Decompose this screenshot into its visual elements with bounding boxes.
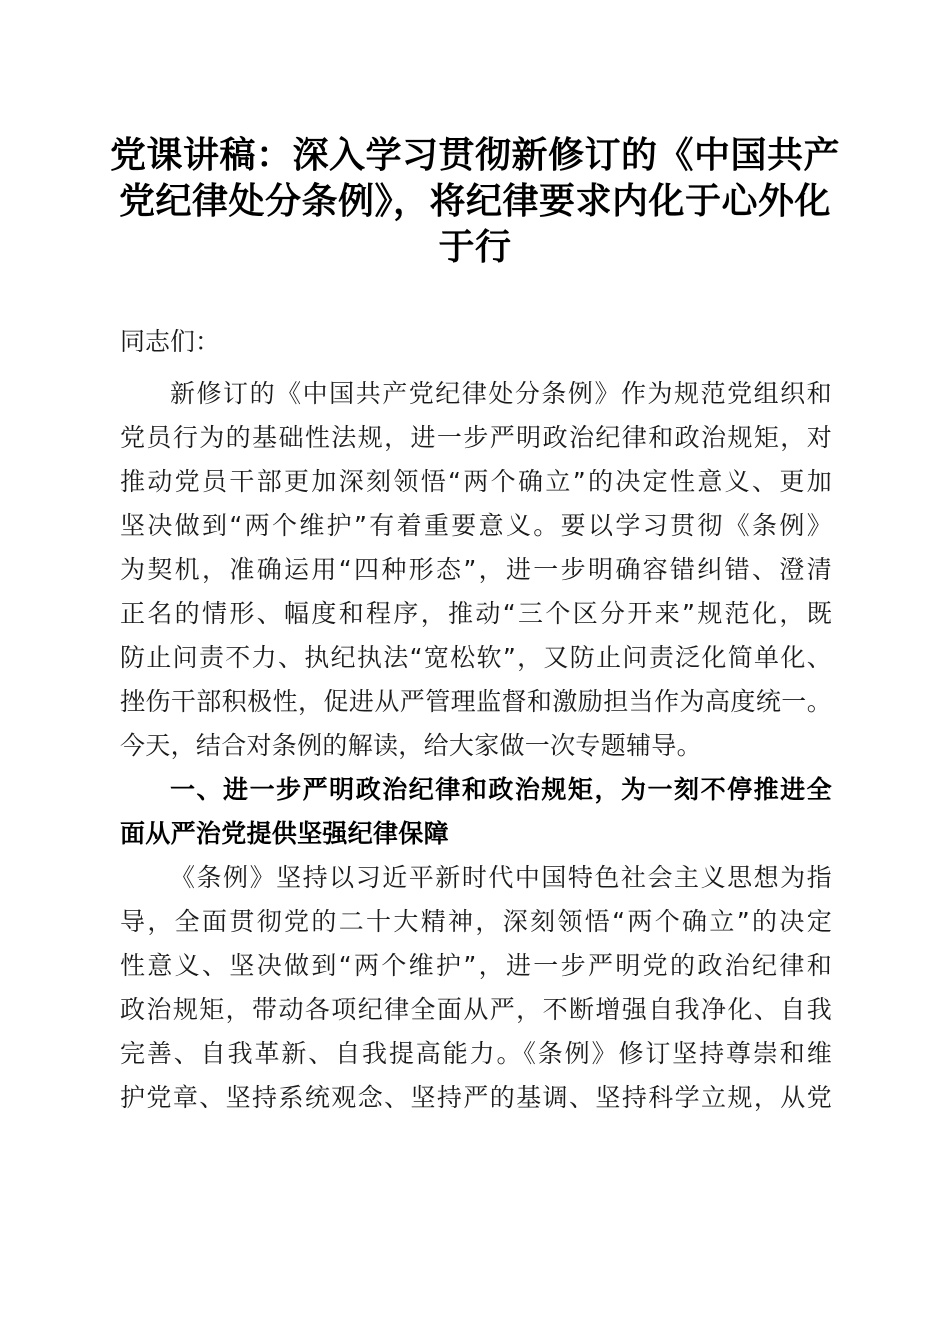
text-line: 《条例》坚持以习近平新时代中国特色社会主义思想为指 bbox=[170, 863, 832, 892]
text-line: 新修订的《中国共产党纪律处分条例》作为规范党组织和 bbox=[170, 379, 832, 408]
text-line: 政治规矩，带动各项纪律全面从严，不断增强自我净化、自我 bbox=[120, 995, 832, 1024]
text-line: 党员行为的基础性法规，进一步严明政治纪律和政治规矩，对 bbox=[120, 423, 832, 452]
text-line: 推动党员干部更加深刻领悟“两个确立”的决定性意义、更加 bbox=[120, 467, 832, 496]
text-line: 防止问责不力、执纪执法“宽松软”，又防止问责泛化简单化、 bbox=[120, 643, 832, 672]
document-title bbox=[110, 132, 840, 270]
text-line: 正名的情形、幅度和程序，推动“三个区分开来”规范化，既 bbox=[120, 599, 832, 628]
text-line: 坚决做到“两个维护”有着重要意义。要以学习贯彻《条例》 bbox=[120, 511, 832, 540]
text-line: 完善、自我革新、自我提高能力。《条例》修订坚持尊崇和维 bbox=[120, 1039, 832, 1068]
salutation: 同志们： bbox=[120, 327, 221, 356]
document-body bbox=[120, 322, 832, 1120]
text-line: 为契机，准确运用“四种形态”，进一步明确容错纠错、澄清 bbox=[120, 555, 832, 584]
section-1-paragraph bbox=[120, 856, 832, 1120]
heading-line: 一、进一步严明政治纪律和政治规矩，为一刻不停推进全 bbox=[170, 775, 832, 804]
intro-paragraph bbox=[120, 372, 832, 768]
text-line: 挫伤干部积极性，促进从严管理监督和激励担当作为高度统一。 bbox=[120, 687, 832, 716]
heading-line: 面从严治党提供坚强纪律保障 bbox=[120, 819, 449, 848]
title-line: 党课讲稿：深入学习贯彻新修订的《中国共产 bbox=[110, 134, 841, 176]
text-line: 护党章、坚持系统观念、坚持严的基调、坚持科学立规，从党 bbox=[120, 1083, 832, 1112]
text-line: 性意义、坚决做到“两个维护”，进一步严明党的政治纪律和 bbox=[120, 951, 832, 980]
text-line: 导，全面贯彻党的二十大精神，深刻领悟“两个确立”的决定 bbox=[120, 907, 832, 936]
section-1-heading bbox=[120, 768, 832, 856]
title-line: 党纪律处分条例》，将纪律要求内化于心外化 bbox=[118, 180, 831, 222]
text-line: 今天，结合对条例的解读，给大家做一次专题辅导。 bbox=[120, 731, 702, 760]
title-line: 于行 bbox=[438, 226, 512, 268]
